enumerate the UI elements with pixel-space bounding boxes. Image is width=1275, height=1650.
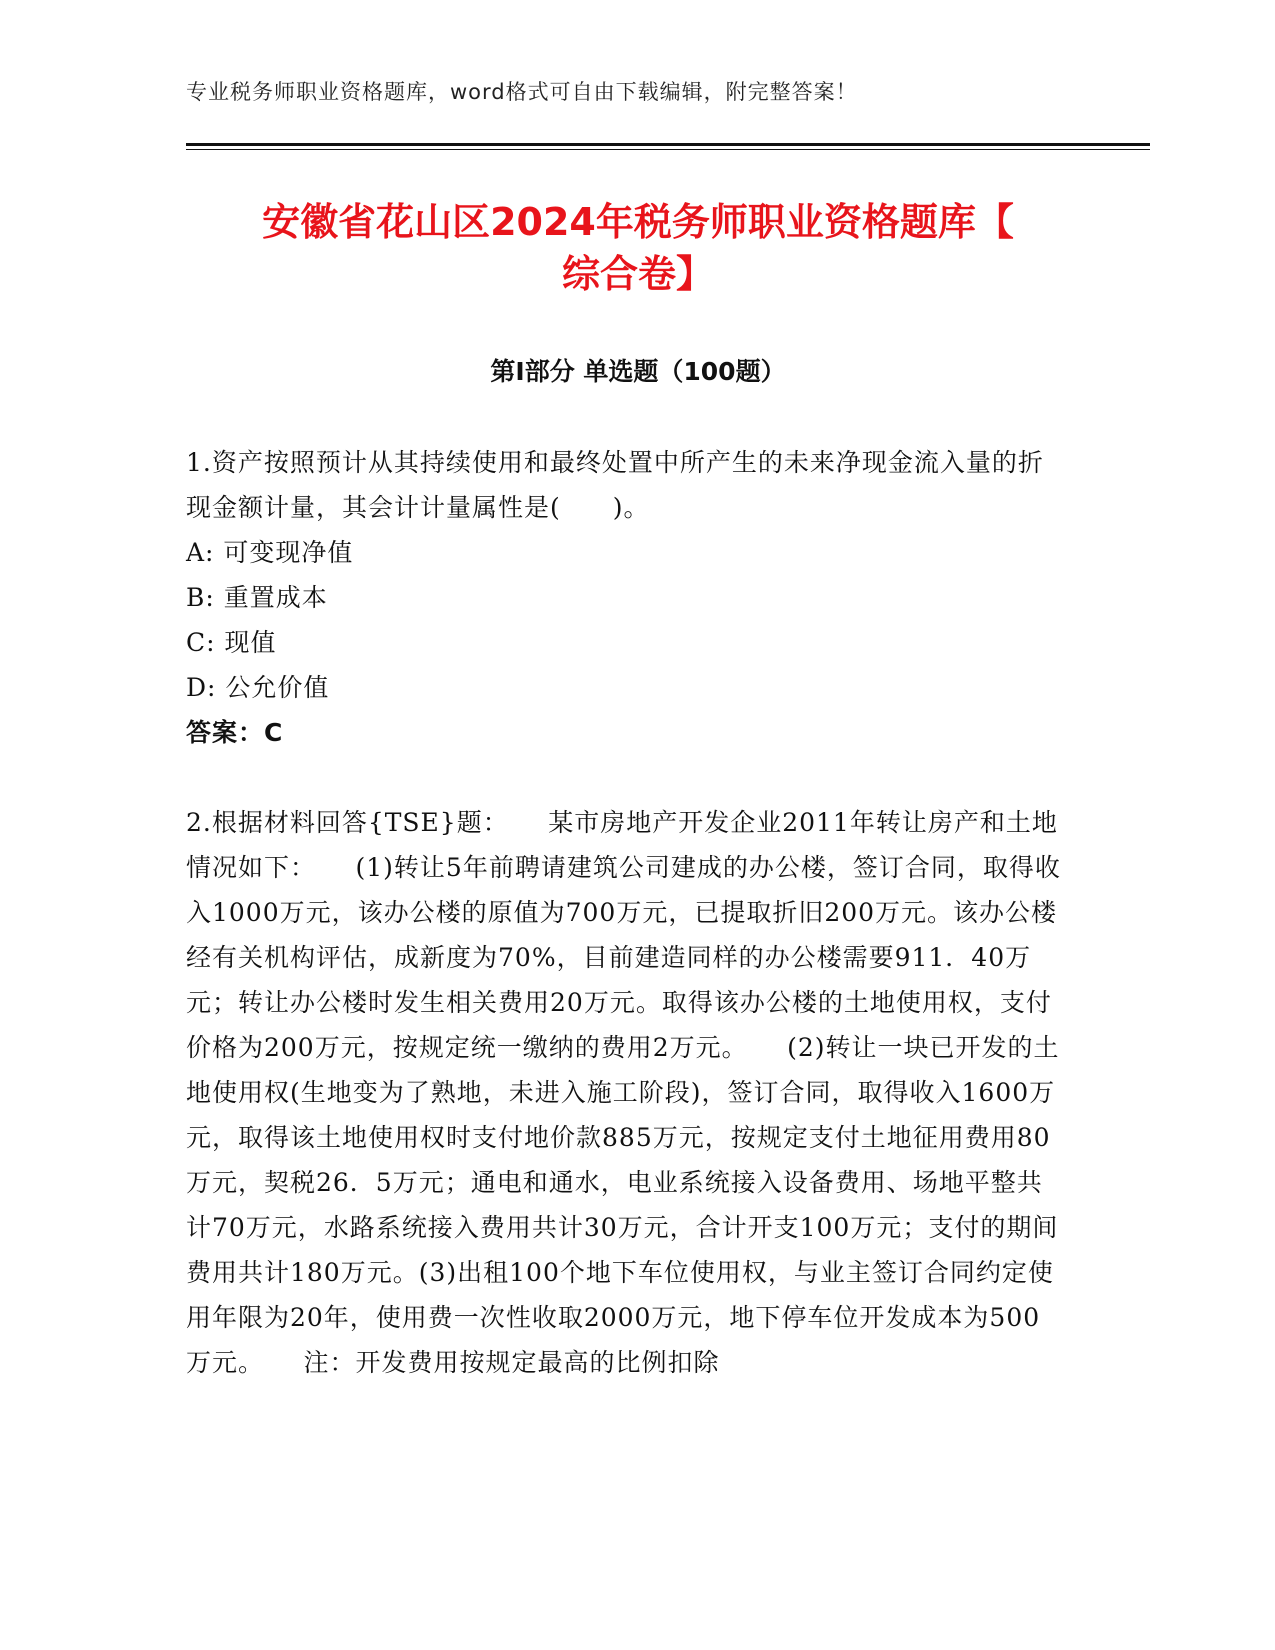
document-title-line1: 安徽省花山区2024年税务师职业资格题库【: [262, 200, 1014, 244]
question-1: [186, 440, 1066, 755]
question-1-text: 1.资产按照预计从其持续使用和最终处置中所产生的未来净现金流入量的折现金额计量，其会计计量属性是( )。: [186, 448, 1044, 522]
question-1-option-c: C: 现值: [186, 628, 277, 657]
header-rule-thick: [186, 143, 1150, 146]
question-1-answer: 答案：C: [186, 718, 284, 747]
question-1-option-a: A: 可变现净值: [186, 538, 354, 567]
header-rule-thin: [186, 149, 1150, 150]
document-title: [186, 196, 1090, 300]
question-2-text: 2.根据材料回答{TSE}题： 某市房地产开发企业2011年转让房产和土地情况如下： (1)转让5年前聘请建筑公司建成的办公楼，签订合同，取得收入1000万元，该办公楼的原值为700万元，已提取折旧200万元。该办公楼经有关机构评估，成新度为70%，目前建造同样的办公楼需要911．40万元；转让办公楼时发生相关费用20万元。取得该办公楼的土地使用权，支付价格为200万元，按规定统一缴纳的费用2万元。 (2)转让一块已开发的土地使用权(生地变为了熟地，未进入施工阶段)，签订合同，取得收入1600万元，取得该土地使用权时支付地价款885万元，按规定支付土地征用费用80万元，契税26．5万元；通电和通水，电业系统接入设备费用、场地平整共计70万元，水路系统接入费用共计30万元，合计开支100万元；支付的期间费用共计180万元。(3)出租100个地下车位使用权，与业主签订合同约定使用年限为20年，使用费一次性收取2000万元，地下停车位开发成本为500万元。 注：开发费用按规定最高的比例扣除: [186, 808, 1061, 1377]
question-1-option-d: D: 公允价值: [186, 673, 330, 702]
question-2: [186, 800, 1066, 1385]
document-title-line2: 综合卷】: [561, 252, 714, 296]
page-header: 专业税务师职业资格题库，word格式可自由下载编辑，附完整答案！: [186, 80, 858, 104]
section-heading: 第I部分 单选题（100题）: [490, 357, 786, 386]
question-1-option-b: B: 重置成本: [186, 583, 328, 612]
